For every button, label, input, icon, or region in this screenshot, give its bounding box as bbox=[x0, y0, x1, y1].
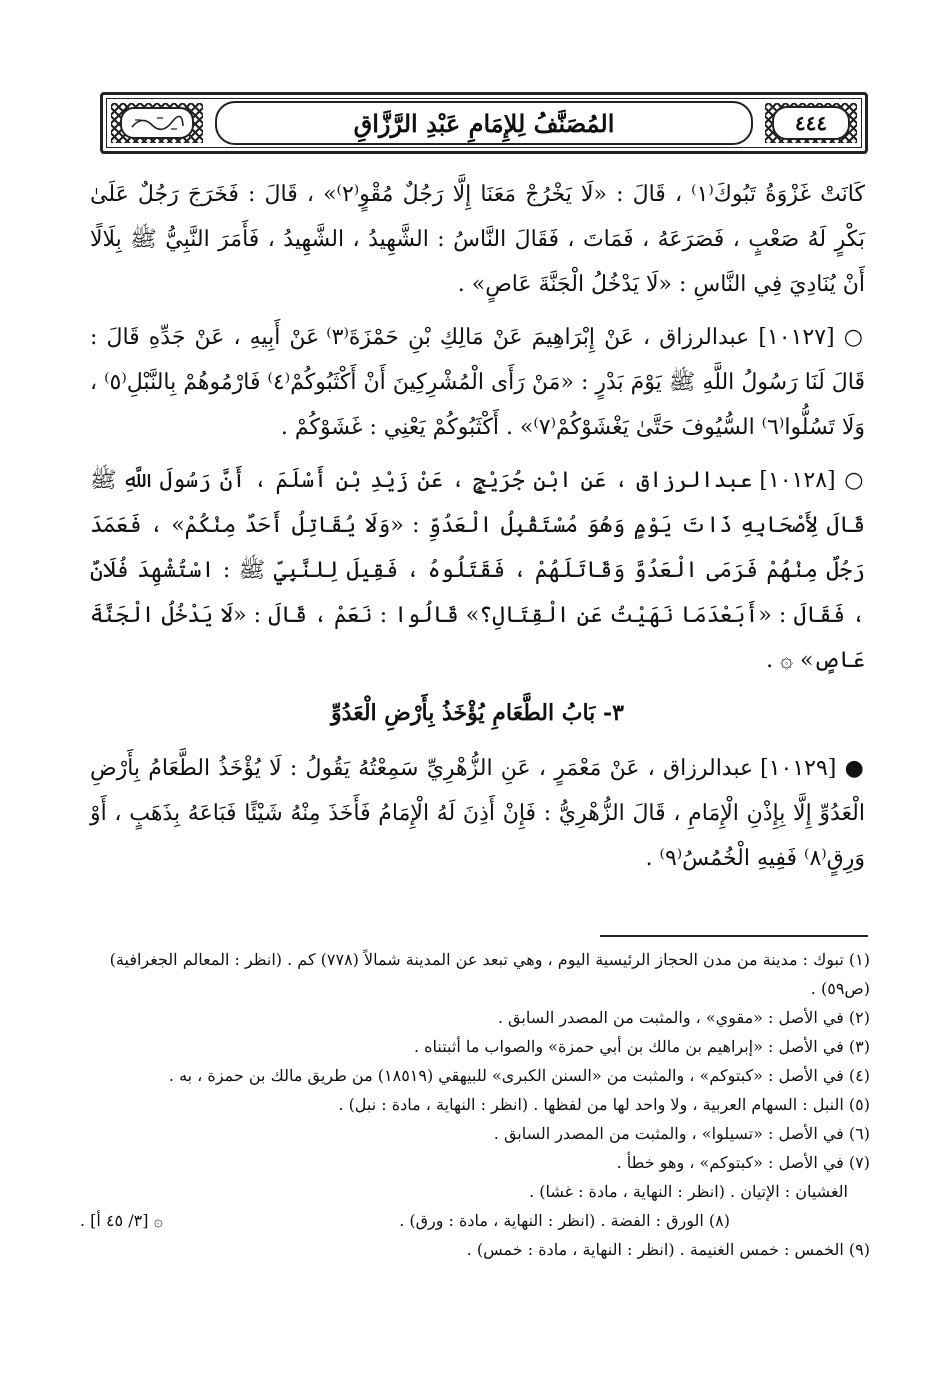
manuscript-reference: ۞ [٣/ ٤٥ أ] . bbox=[80, 1211, 163, 1230]
footnote-7: (٧) في الأصل : «كبتوكم» ، وهو خطأ . bbox=[616, 1153, 870, 1172]
hadith-10129: ● [١٠١٢٩] عبدالرزاق ، عَنْ مَعْمَرٍ ، عَنِ الزُّهْرِيِّ سَمِعْتُهُ يَقُولُ : لَا يُؤْخَذُ الطَّعَامُ بِأَرْضِ الْعَدُوِّ إِلَّا بِإِذْنِ الْإِمَامِ ، قَالَ الزُّهْرِيُّ : فَإِنْ أَذِنَ لَهُ الْإِمَامُ فَأَخَذَ مِنْهُ شَيْئًا فَبَاعَهُ بِذَهَبٍ ، أَوْ وَرِقٍ⁽٨⁾ فَفِيهِ الْخُمُسُ⁽٩⁾ . bbox=[90, 756, 865, 871]
footnote-4: (٤) في الأصل : «كبتوكم» ، والمثبت من «السنن الكبرى» للبيهقي (١٨٥١٩) من طريق مالك بن حمزة ، به . bbox=[168, 1066, 870, 1085]
footnote-9: (٩) الخمس : خمس الغنيمة . (انظر : النهاية ، مادة : خمس) . bbox=[466, 1240, 870, 1259]
footnote-1: (١) تبوك : مدينة من مدن الحجاز الرئيسية اليوم ، وهي تبعد عن المدينة شمالاً (٧٧٨) كم . (انظر : المعالم الجغرافية) (ص٥٩) . bbox=[109, 950, 870, 998]
book-logo-seal bbox=[120, 107, 194, 139]
header-ornament-left bbox=[765, 103, 857, 143]
footnote-row-8 bbox=[80, 1206, 870, 1235]
calligraphy-logo-icon bbox=[127, 112, 187, 134]
paragraph-continuation: كَانَتْ غَزْوَةُ تَبُوكَ⁽١⁾ ، قَالَ : «لَا يَخْرُجْ مَعَنَا إِلَّا رَجُلٌ مُقْوٍ⁽٢⁾» ، قَالَ : فَخَرَجَ رَجُلٌ عَلَىٰ بَكْرٍ لَهُ صَعْبٍ ، فَصَرَعَهُ ، فَمَاتَ ، فَقَالَ النَّاسُ : الشَّهِيدُ ، الشَّهِيدُ ، فَأَمَرَ النَّبِيُّ ﷺ بِلَالًا أَنْ يُنَادِيَ فِي النَّاسِ : «لَا يَدْخُلُ الْجَنَّةَ عَاصٍ» . bbox=[90, 182, 865, 297]
footnote-2: (٢) في الأصل : «مقوي» ، والمثبت من المصدر السابق . bbox=[497, 1008, 870, 1027]
main-text bbox=[90, 172, 865, 889]
page-number: ٤٤٤ bbox=[772, 106, 850, 140]
page-header bbox=[100, 92, 868, 154]
footnote-5: (٥) النبل : السهام العربية ، ولا واحد لها من لفظها . (انظر : النهاية ، مادة : نبل) . bbox=[338, 1095, 870, 1114]
footnotes bbox=[80, 945, 870, 1264]
hadith-10127: ○ [١٠١٢٧] عبدالرزاق ، عَنْ إِبْرَاهِيمَ عَنْ مَالِكِ بْنِ حَمْزَةَ⁽٣⁾ عَنْ أَبِيهِ ، عَنْ جَدِّهِ قَالَ : قَالَ لَنَا رَسُولُ اللَّهِ ﷺ يَوْمَ بَدْرٍ : «مَنْ رَأَى الْمُشْرِكِينَ أَنْ أَكْثَبُوكُمْ⁽٤⁾ فَارْمُوهُمْ بِالنَّبْلِ⁽٥⁾ ، وَلَا تَسُلُّوا⁽٦⁾ السُّيُوفَ حَتَّىٰ يَغْشَوْكُمْ⁽٧⁾» . أَكْثَبُوكُمْ يَعْنِي : غَشَوْكُمْ . bbox=[90, 325, 866, 440]
footnote-8: (٨) الورق : الفضة . (انظر : النهاية ، مادة : ورق) . bbox=[399, 1211, 730, 1230]
footnote-6: (٦) في الأصل : «تسيلوا» ، والمثبت من المصدر السابق . bbox=[493, 1124, 870, 1143]
footnote-7-continuation: الغشيان : الإتيان . (انظر : النهاية ، مادة : غشا) . bbox=[529, 1182, 848, 1201]
chapter-heading: ٣- بَابُ الطَّعَامِ يُؤْخَذُ بِأَرْضِ الْعَدُوِّ bbox=[331, 700, 624, 726]
header-ornament-right bbox=[111, 103, 203, 143]
hadith-10128: ○ [١٠١٢٨] عبدالرزاق ، عَنِ ابْنِ جُرَيْجٍ ، عَنْ زَيْدِ بْنِ أَسْلَمَ ، أَنَّ رَسُولَ اللَّهِ ﷺ قَالَ لِأَصْحَابِهِ ذَاتَ يَوْمٍ وَهُوَ مُسْتَقْبِلُ الْعَدُوِّ : «وَلَا يُقَاتِلُ أَحَدٌ مِنْكُمْ» ، فَعَمَدَ رَجُلٌ مِنْهُمْ فَرَمَى الْعَدُوَّ وَقَاتَلَهُمْ ، فَقَتَلُوهُ ، فَقِيلَ لِلنَّبِيِّ ﷺ : اسْتُشْهِدَ فُلَانٌ ، فَقَالَ : «أَبَعْدَمَا نَهَيْتُ عَنِ الْقِتَالِ؟» قَالُوا : نَعَمْ ، قَالَ : «لَا يَدْخُلُ الْجَنَّةَ عَاصٍ» ۞ . bbox=[90, 468, 865, 673]
footnote-3: (٣) في الأصل : «إبراهيم بن مالك بن أبي حمزة» والصواب ما أثبتناه . bbox=[413, 1037, 870, 1056]
footnote-separator bbox=[600, 935, 868, 937]
book-title: المُصَنَّفُ لِلإِمَامِ عَبْدِ الرَّزَّاقِ bbox=[215, 101, 753, 145]
